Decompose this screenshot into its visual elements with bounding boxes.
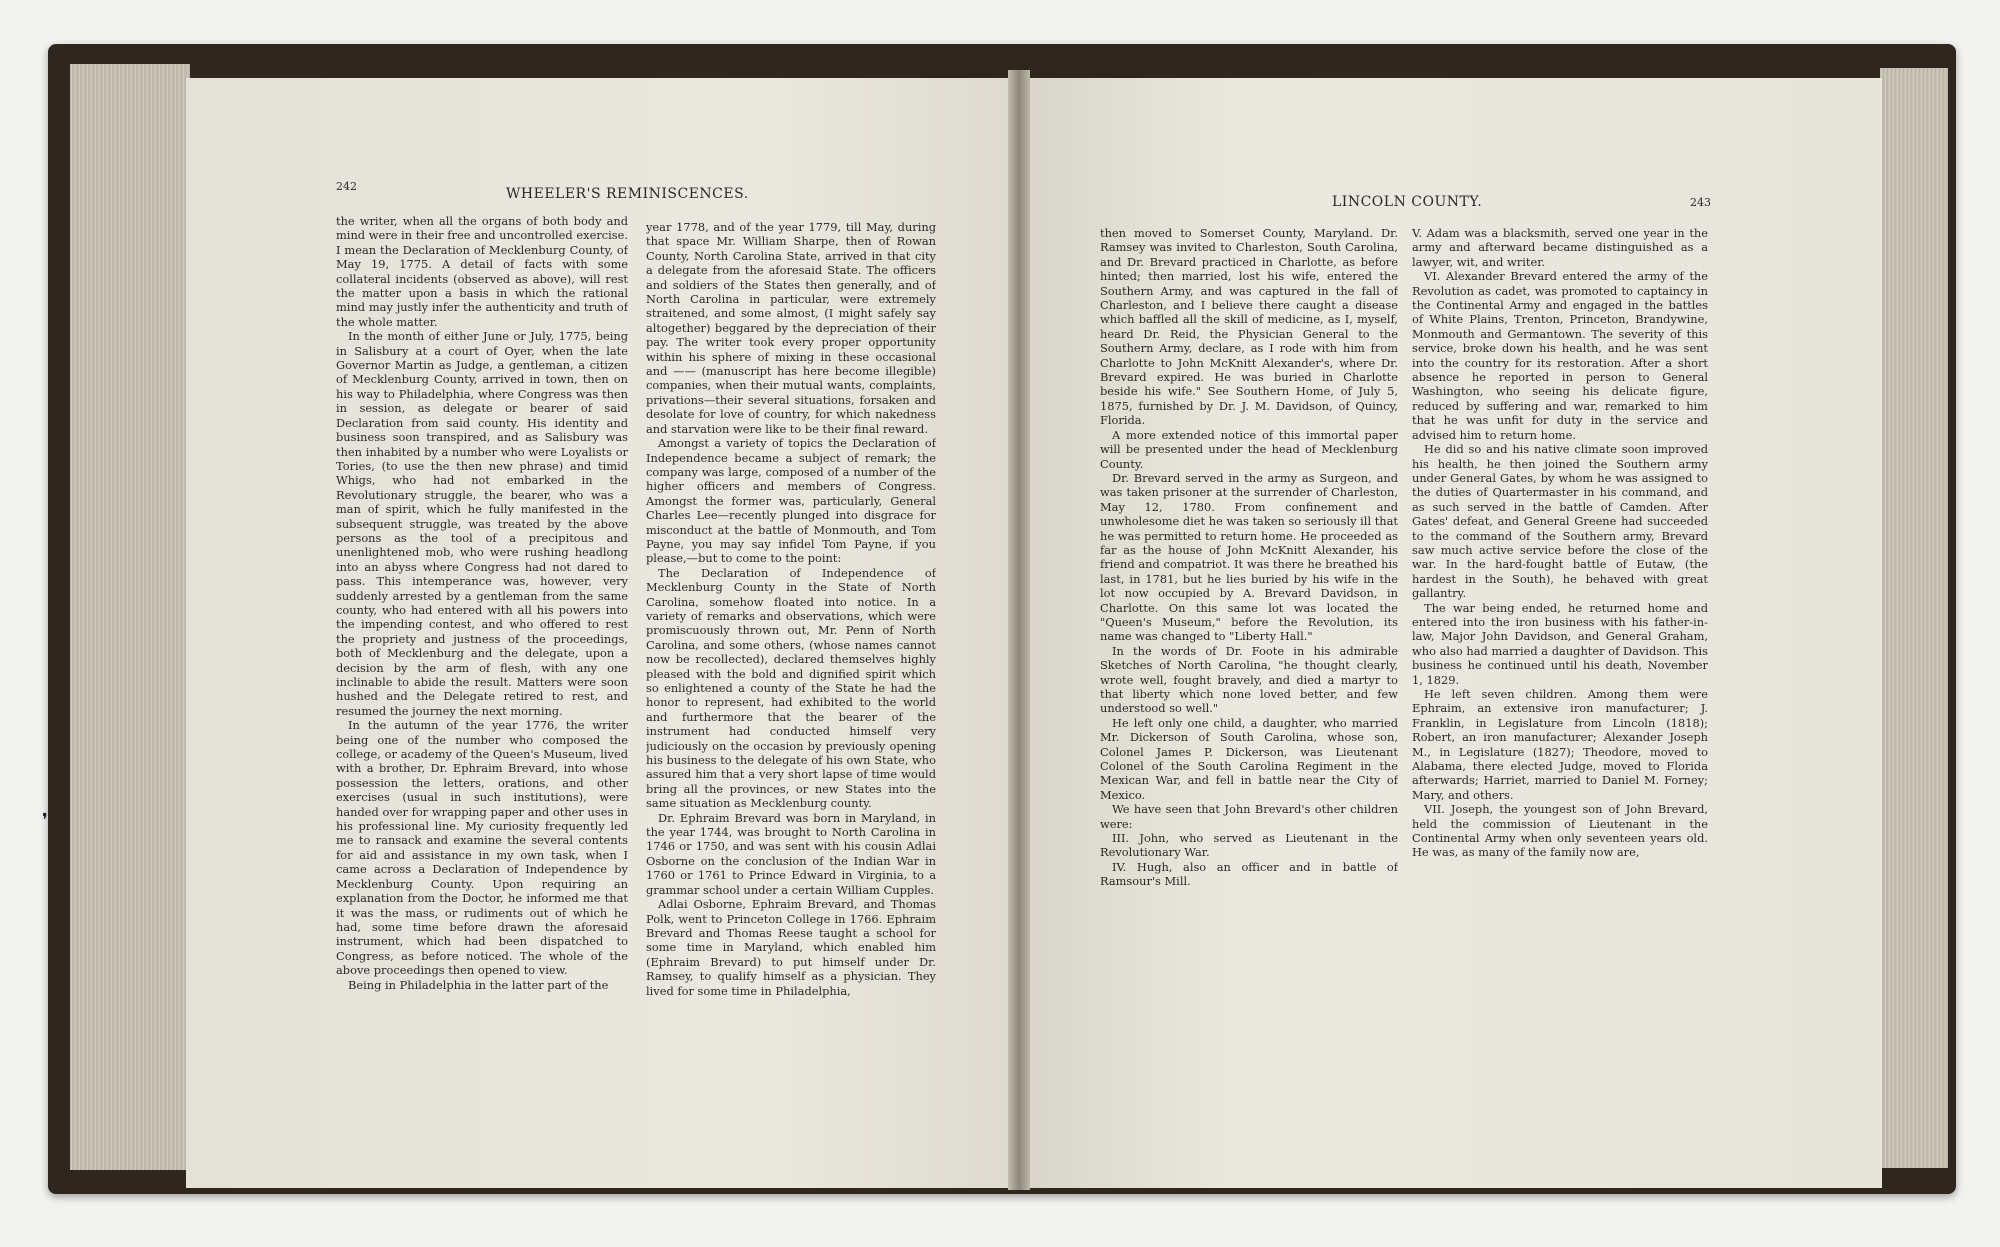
paragraph: He did so and his native climate soon improved his health, he then joined the Southern army under General Gates, by whom he was assigned to the duties of Quartermaster in his command, and as such served in the battle of Camden. After Gates' defeat, and General Greene had succeeded to the command of the Southern army, Brevard saw much active service before the close of the war. In the hard-fought battle of Eutaw, (the hardest in the South), he behaved with great gallantry.	[1412, 442, 1708, 601]
paragraph: VI. Alexander Brevard entered the army of the Revolution as cadet, was promoted to captaincy in the Continental Army and engaged in the battles of White Plains, Trenton, Princeton, Brandywine, Monmouth and Germantown. The severity of this service, broke down his health, and he was sent into the country for its restoration. After a short absence he reported in person to General Washington, who seeing his delicate figure, reduced by suffering and war, remarked to him that he was unfit for duty in the service and advised him to return home.	[1412, 269, 1708, 442]
left-column-1	[336, 214, 628, 1034]
paragraph: He left only one child, a daughter, who married Mr. Dickerson of South Carolina, whose son, Colonel James P. Dickerson, was Lieutenant Colonel of the South Carolina Regiment in the Mexican War, and fell in battle near the City of Mexico.	[1100, 715, 1398, 802]
right-running-head: LINCOLN COUNTY.	[1332, 194, 1483, 210]
paragraph: VII. Joseph, the youngest son of John Brevard, held the commission of Lieutenant in the Continental Army when only seventeen years old. He was, as many of the family now are,	[1412, 802, 1708, 860]
left-running-head: WHEELER'S REMINISCENCES.	[506, 186, 749, 202]
margin-mark: ❜	[42, 810, 48, 831]
paragraph: III. John, who served as Lieutenant in the Revolutionary War.	[1100, 831, 1398, 860]
paragraph: Being in Philadelphia in the latter part of the	[348, 977, 609, 992]
paragraph: The Declaration of Independence of Mecklenburg County in the State of North Carolina, somehow floated into notice. In a variety of remarks and observations, which were promiscuously thrown out, Mr. Penn of North Carolina, and some others, (whose names cannot now be recollected), declared themselves highly pleased with the bold and dignified spirit which so enlightened a county of the State he had the honor to represent, had exhibited to the world and furthermore that the bearer of the instrument had conducted himself very judiciously on the occasion by previously opening his business to the delegate of his own State, who assured him that a very short lapse of time would bring all the provinces, or new States into the same situation as Mecklenburg county.	[646, 565, 936, 811]
page-edges-right	[1880, 68, 1948, 1168]
left-page-number: 242	[336, 180, 357, 193]
paragraph: IV. Hugh, also an officer and in battle of Ramsour's Mill.	[1100, 859, 1398, 889]
paragraph: V. Adam was a blacksmith, served one year in the army and afterward became distinguished as a lawyer, wit, and writer.	[1412, 226, 1708, 269]
paragraph: Dr. Brevard served in the army as Surgeon, and was taken prisoner at the surrender of Charleston, May 12, 1780. From confinement and unwholesome diet he was taken so seriously ill that he was permitted to return home. He proceeded as far as the house of John McKnitt Alexander, his friend and compatriot. It was there he breathed his last, in 1781, but he lies buried by his wife in the lot now occupied by A. Brevard Davidson, in Charlotte. On this same lot was located the "Queen's Museum," before the Revolution, its name was changed to "Liberty Hall."	[1100, 470, 1398, 644]
page-edges-left	[70, 64, 190, 1170]
paragraph: The war being ended, he returned home and entered into the iron business with his father-in-law, Major John Davidson, and General Graham, who also had married a daughter of Davidson. This business he continued until his death, November 1, 1829.	[1412, 600, 1708, 687]
paragraph: then moved to Somerset County, Maryland. Dr. Ramsey was invited to Charleston, South Carolina, and Dr. Brevard practiced in Charlotte, as before hinted; then married, lost his wife, entered the Southern Army, and was captured in the fall of Charleston, and I believe there caught a disease which baffled all the skill of medicine, as I, myself, heard Dr. Reid, the Physician General to the Southern Army, declare, as I rode with him from Charlotte to John McKnitt Alexander's, where Dr. Brevard expired. He was buried in Charlotte beside his wife." See Southern Home, of July 5, 1875, furnished by Dr. J. M. Davidson, of Quincy, Florida.	[1100, 226, 1398, 428]
right-column-1	[1100, 226, 1398, 1056]
paragraph: He left seven children. Among them were Ephraim, an extensive iron manufacturer; J. Franklin, in Legislature from Lincoln (1818); Robert, an iron manufacturer; Alexander Joseph M., in Legislature (1827); Theodore, moved to Alabama, there elected Judge, moved to Florida afterwards; Harriet, married to Daniel M. Forney; Mary, and others.	[1412, 687, 1708, 802]
paragraph: Amongst a variety of topics the Declaration of Independence became a subject of remark; the company was large, composed of a number of the higher officers and members of Congress. Amongst the former was, particularly, General Charles Lee—recently plunged into disgrace for misconduct at the battle of Monmouth, and Tom Payne, you may say infidel Tom Payne, if you please,—but to come to the point:	[646, 436, 936, 566]
paragraph: A more extended notice of this immortal paper will be presented under the head of Mecklenburg County.	[1100, 427, 1398, 471]
paragraph: Adlai Osborne, Ephraim Brevard, and Thomas Polk, went to Princeton College in 1766. Ephraim Brevard and Thomas Reese taught a school for some time in Maryland, which enabled him (Ephraim Brevard) to put himself under Dr. Ramsey, to qualify himself as a physician. They lived for some time in Philadelphia,	[646, 897, 936, 998]
paragraph: We have seen that John Brevard's other children were:	[1100, 802, 1398, 831]
paragraph: the writer, when all the organs of both body and mind were in their free and uncontrolled exercise. I mean the Declaration of Mecklenburg County, of May 19, 1775. A detail of facts with some collateral incidents (observed as above), will rest the matter upon a basis in which the rational mind may justly infer the authenticity and truth of the whole matter.	[336, 214, 628, 329]
right-column-2	[1412, 226, 1708, 1056]
paragraph: In the month of either June or July, 1775, being in Salisbury at a court of Oyer, when the late Governor Martin as Judge, a gentleman, a citizen of Mecklenburg County, arrived in town, then on his way to Philadelphia, where Congress was then in session, as delegate or bearer of said Declaration from said county. His identity and business soon transpired, and as Salisbury was then inhabited by a number who were Loyalists or Tories, (to use the then new phrase) and timid Whigs, who had not embarked in the Revolutionary struggle, the bearer, who was a man of spirit, which he fully manifested in the subsequent struggle, was treated by the above persons as the tool of a precipitous and unenlightened mob, who were rushing headlong into an abyss where Congress had not dared to pass. This intemperance was, however, very suddenly arrested by a gentleman from the same county, who had entered with all his powers into the impending contest, and who offered to rest the propriety and justness of the proceedings, both of Mecklenburg and the delegate, upon a decision by the arm of flesh, with any one inclinable to abide the result. Matters were soon hushed and the Delegate retired to rest, and resumed the journey the next morning.	[336, 329, 628, 718]
paragraph: In the autumn of the year 1776, the writer being one of the number who composed the college, or academy of the Queen's Museum, lived with a brother, Dr. Ephraim Brevard, into whose possession the letters, orations, and other exercises (usual in such institutions), were handed over for wrapping paper and other uses in his professional line. My curiosity frequently led me to ransack and examine the several contents for aid and assistance in my own task, when I came across a Declaration of Independence by Mecklenburg County. Upon requiring an explanation from the Doctor, he informed me that it was the mass, or rudiments out of which he had, some time before drawn the aforesaid instrument, which had been dispatched to Congress, as before noticed. The whole of the above proceedings then opened to view.	[336, 718, 628, 978]
book-gutter	[1008, 70, 1030, 1190]
paragraph: In the words of Dr. Foote in his admirable Sketches of North Carolina, "he thought clearly, wrote well, fought bravely, and died a martyr to that liberty which none loved better, and few understood so well."	[1100, 643, 1398, 716]
paragraph: Dr. Ephraim Brevard was born in Maryland, in the year 1744, was brought to North Carolina in 1746 or 1750, and was sent with his cousin Adlai Osborne on the conclusion of the Indian War in 1760 or 1761 to Prince Edward in Virginia, to a grammar school under a certain William Cupples.	[646, 810, 936, 897]
left-column-2	[646, 220, 936, 1040]
right-page-number: 243	[1690, 196, 1711, 209]
paragraph: year 1778, and of the year 1779, till May, during that space Mr. William Sharpe, then of Rowan County, North Carolina State, arrived in that city a delegate from the aforesaid State. The officers and soldiers of the States then generally, and of North Carolina in particular, were extremely straitened, and some almost, (I might safely say altogether) beggared by the depreciation of their pay. The writer took every proper opportunity within his sphere of mixing in these occasional and —— (manuscript has here become illegible) companies, when their mutual wants, complaints, privations—their several situations, forsaken and desolate for love of country, for which nakedness and starvation were like to be their final reward.	[646, 220, 936, 436]
